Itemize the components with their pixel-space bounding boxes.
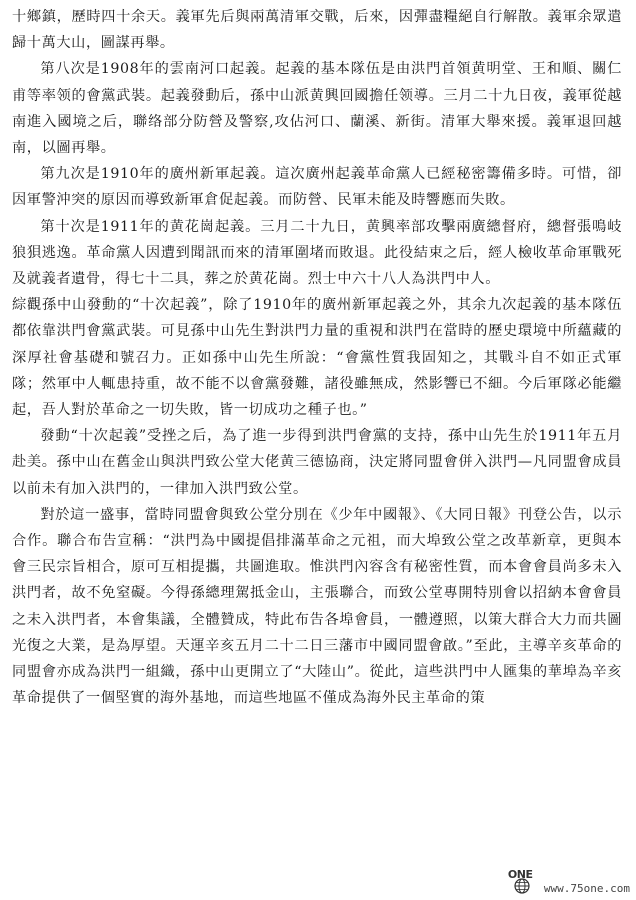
watermark-logo [506, 868, 540, 896]
paragraph-5: 綜觀孫中山發動的“十次起義”，除了1910年的廣州新軍起義之外，其余九次起義的基本隊伍都依靠洪門會黨武裝。可見孫中山先生對洪門力量的重視和洪門在當時的歷史環境中所蘊藏的深厚社會基礎和號召力。正如孫中山先生所說：“會黨性質我固知之，其戰斗自不如正式軍隊；然軍中人輒患持重，故不能不以會黨發難，諸役雖無成，然影響已不細。今后軍隊必能繼起，吾人對於革命之一切失敗，皆一切成功之種子也。” [12, 297, 622, 419]
globe-icon [514, 878, 530, 894]
watermark-logo-text: ONE [507, 868, 533, 881]
watermark-site-url: www.75one.com [543, 882, 630, 895]
paragraph-6: 發動“十次起義”受挫之后，為了進一步得到洪門會黨的支持，孫中山先生於1911年五月赴美。孫中山在舊金山與洪門致公堂大佬黄三德協商，決定將同盟會併入洪門—凡同盟會成員以前未有加入洪門的，一律加入洪門致公堂。 [12, 428, 622, 497]
site-watermark [506, 868, 630, 896]
paragraph-1: 十鄉鎮，歷時四十余天。義軍先后與兩萬清軍交戰，后來，因彈盡糧絕自行解散。義軍余眾遣歸十萬大山，圖謀再舉。 [12, 9, 622, 52]
paragraph-2: 第八次是1908年的雲南河口起義。起義的基本隊伍是由洪門首領黄明堂、王和順、關仁甫等率领的會黨武裝。起義發動后，孫中山派黄興回國擔任领導。三月二十九日夜，義軍從越南進入國境之后，聯络部分防營及警察,攻佔河口、蘭溪、新街。清軍大舉來援。義軍退回越南，以圖再舉。 [12, 61, 622, 157]
paragraph-3: 第九次是1910年的廣州新軍起義。這次廣州起義革命黨人已經秘密籌備多時。可惜，卻因軍警沖突的原因而導致新軍倉促起義。而防營、民軍未能及時響應而失敗。 [12, 166, 622, 209]
paragraph-4: 第十次是1911年的黄花崗起義。三月二十九日，黄興率部攻擊兩廣總督府，總督張鳴岐狼狽逃逸。革命黨人因遭到聞訊而來的清軍圍堵而敗退。此役結束之后，經人檢收革命軍戰死及就義者遺骨，得七十二具，葬之於黄花崗。烈士中六十八人為洪門中人。 [12, 218, 622, 288]
paragraph-7: 對於這一盛事，當時同盟會與致公堂分別在《少年中國報》、《大同日報》刊登公告，以示合作。聯合布告宣稱：“洪門為中國提倡排滿革命之元祖，而大埠致公堂之改革新章，更與本會三民宗旨相合，原可互相提攜，共圖進取。惟洪門內容含有秘密性質，而本會會員尚多未入洪門者，故不免窒礙。今得孫總理駕抵金山，主張聯合，而致公堂專開特別會以招納本會會員之未入洪門者，本會集議，全體贊成，特此布告各埠會員，一體遵照，以策大群合大力而共圖光復之大業，是為厚望。天運辛亥五月二十二日三藩市中國同盟會啟。”至此，主導辛亥革命的同盟會亦成為洪門一組織，孫中山更開立了“大陸山”。從此，這些洪門中人匯集的華埠為辛亥革命提供了一個堅實的海外基地，而這些地區不僅成為海外民主革命的策 [12, 506, 622, 707]
